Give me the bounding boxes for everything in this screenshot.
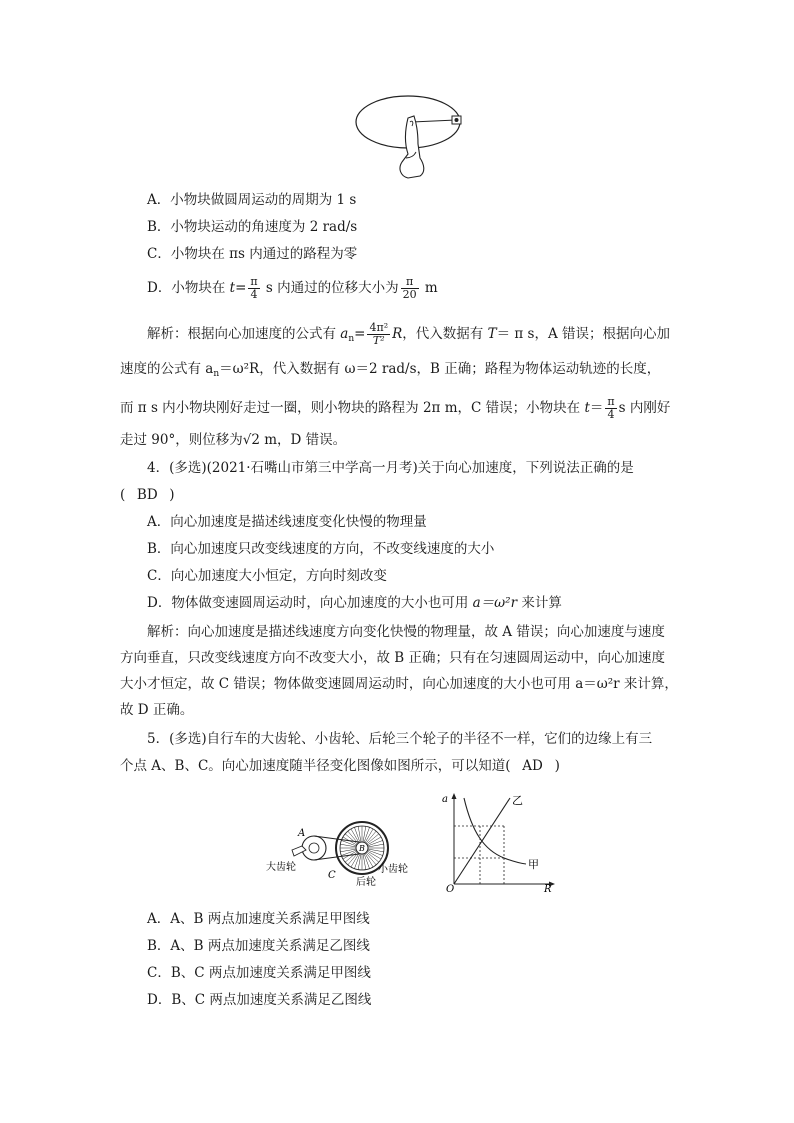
fraction-pi-over-4-analysis: $\frac{\pi}{4}$ <box>607 395 615 421</box>
q5-stem-line-2: 个点 A、B、C。向心加速度随半径变化图像如图所示，可以知道( AD ) <box>120 758 560 774</box>
q4-answer: ( BD ) <box>120 487 175 503</box>
wheel-spoke <box>358 826 361 842</box>
q4-option-d: D．物体做变速圆周运动时，向心加速度的大小也可用 a＝ω²r 来计算 <box>147 595 562 611</box>
wheel-spoke <box>358 854 361 870</box>
q3-option-b: B．小物块运动的角速度为 2 rad/s <box>147 219 358 235</box>
hand-spin-figure <box>350 92 480 184</box>
label-rear-wheel: 后轮 <box>356 877 376 888</box>
fraction-pi-over-20: $\frac{\pi}{20}$ <box>402 275 417 301</box>
q4-analysis-line-1: 解析：向心加速度是描述线速度方向变化快慢的物理量，故 A 错误；向心加速度与速度 <box>147 624 665 640</box>
q4-stem: 4．(多选)(2021·石嘴山市第三中学高一月考)关于向心加速度，下列说法正确的是 <box>147 460 634 476</box>
q4-option-a: A．向心加速度是描述线速度变化快慢的物理量 <box>147 514 427 530</box>
q3-analysis-line-2: 速度的公式有 $a_n=\omega^2R$，代入数据有 ω＝2 rad/s，B 正确；路程为物体运动轨迹的长度， <box>120 361 661 379</box>
wheel-spoke <box>368 844 384 847</box>
q3-analysis-line-3: 而 π s 内小物块刚好走过一圈，则小物块的路程为 2π m，C 错误；小物块在 t＝ $\frac{\pi}{4}$ s 内刚好 <box>120 395 671 421</box>
q3-option-a: A．小物块做圆周运动的周期为 1 s <box>147 192 357 208</box>
wheel-spoke <box>363 826 366 842</box>
string-line <box>412 120 456 122</box>
label-c: C <box>328 870 336 881</box>
wheel-spoke <box>340 844 356 847</box>
label-yi: 乙 <box>512 794 523 807</box>
q4-analysis-line-3: 大小才恒定，故 C 错误；物体做变速圆周运动时，向心加速度的大小也可用 a＝ω²r 来计算， <box>120 676 678 692</box>
q5-option-c: C．B、C 两点加速度关系满足甲图线 <box>147 965 371 981</box>
wheel-spoke <box>340 849 356 852</box>
bicycle-gear-figure <box>262 820 417 892</box>
q4-option-b: B．向心加速度只改变线速度的方向，不改变线速度的大小 <box>147 541 495 557</box>
y-axis-label: a <box>442 794 448 805</box>
label-jia: 甲 <box>528 858 539 871</box>
big-gear-icon <box>302 836 326 860</box>
q3-option-d: D．小物块在 t= $\frac{\pi}{4}$ s 内通过的位移大小为 $\frac{\pi}{20}$ m <box>147 275 438 301</box>
q3-analysis-line-1: 解析：根据向心加速度的公式有 $a_n=$ $\frac{\text{4π²}}{\text{T²}}$ R，代入数据有 T＝ π s，A 错误；根据向心加 <box>147 321 671 347</box>
fraction-4pi2-over-T2: $\frac{\text{4π²}}{\text{T²}}$ <box>369 321 389 347</box>
acceleration-radius-graph <box>438 790 558 892</box>
wheel-spoke <box>363 854 366 870</box>
q5-option-a: A．A、B 两点加速度关系满足甲图线 <box>147 911 370 927</box>
origin-label: O <box>446 884 455 892</box>
q5-option-d: D．B、C 两点加速度关系满足乙图线 <box>147 992 372 1008</box>
label-a: A <box>298 828 306 839</box>
label-small-gear: 小齿轮 <box>378 864 408 875</box>
x-axis-label: R <box>544 884 552 892</box>
q4-analysis-line-4: 故 D 正确。 <box>120 702 194 718</box>
q3-option-c: C．小物块在 πs 内通过的路程为零 <box>147 246 358 262</box>
q5-stem-line-1: 5．(多选)自行车的大齿轮、小齿轮、后轮三个轮子的半径不一样，它们的边缘上有三 <box>147 731 653 747</box>
label-b: B <box>359 844 365 853</box>
q5-option-b: B．A、B 两点加速度关系满足乙图线 <box>147 938 370 954</box>
q4-option-c: C．向心加速度大小恒定，方向时刻改变 <box>147 568 387 584</box>
q3-analysis-line-4: 走过 90°，则位移为√2 m，D 错误。 <box>120 432 347 448</box>
fraction-pi-over-4: $\frac{\pi}{4}$ <box>250 275 258 301</box>
q4-analysis-line-2: 方向垂直，只改变线速度方向不改变大小，故 B 正确；只有在匀速圆周运动中，向心加速度 <box>120 650 666 666</box>
wheel-spoke <box>368 849 384 852</box>
label-big-gear: 大齿轮 <box>266 862 296 873</box>
